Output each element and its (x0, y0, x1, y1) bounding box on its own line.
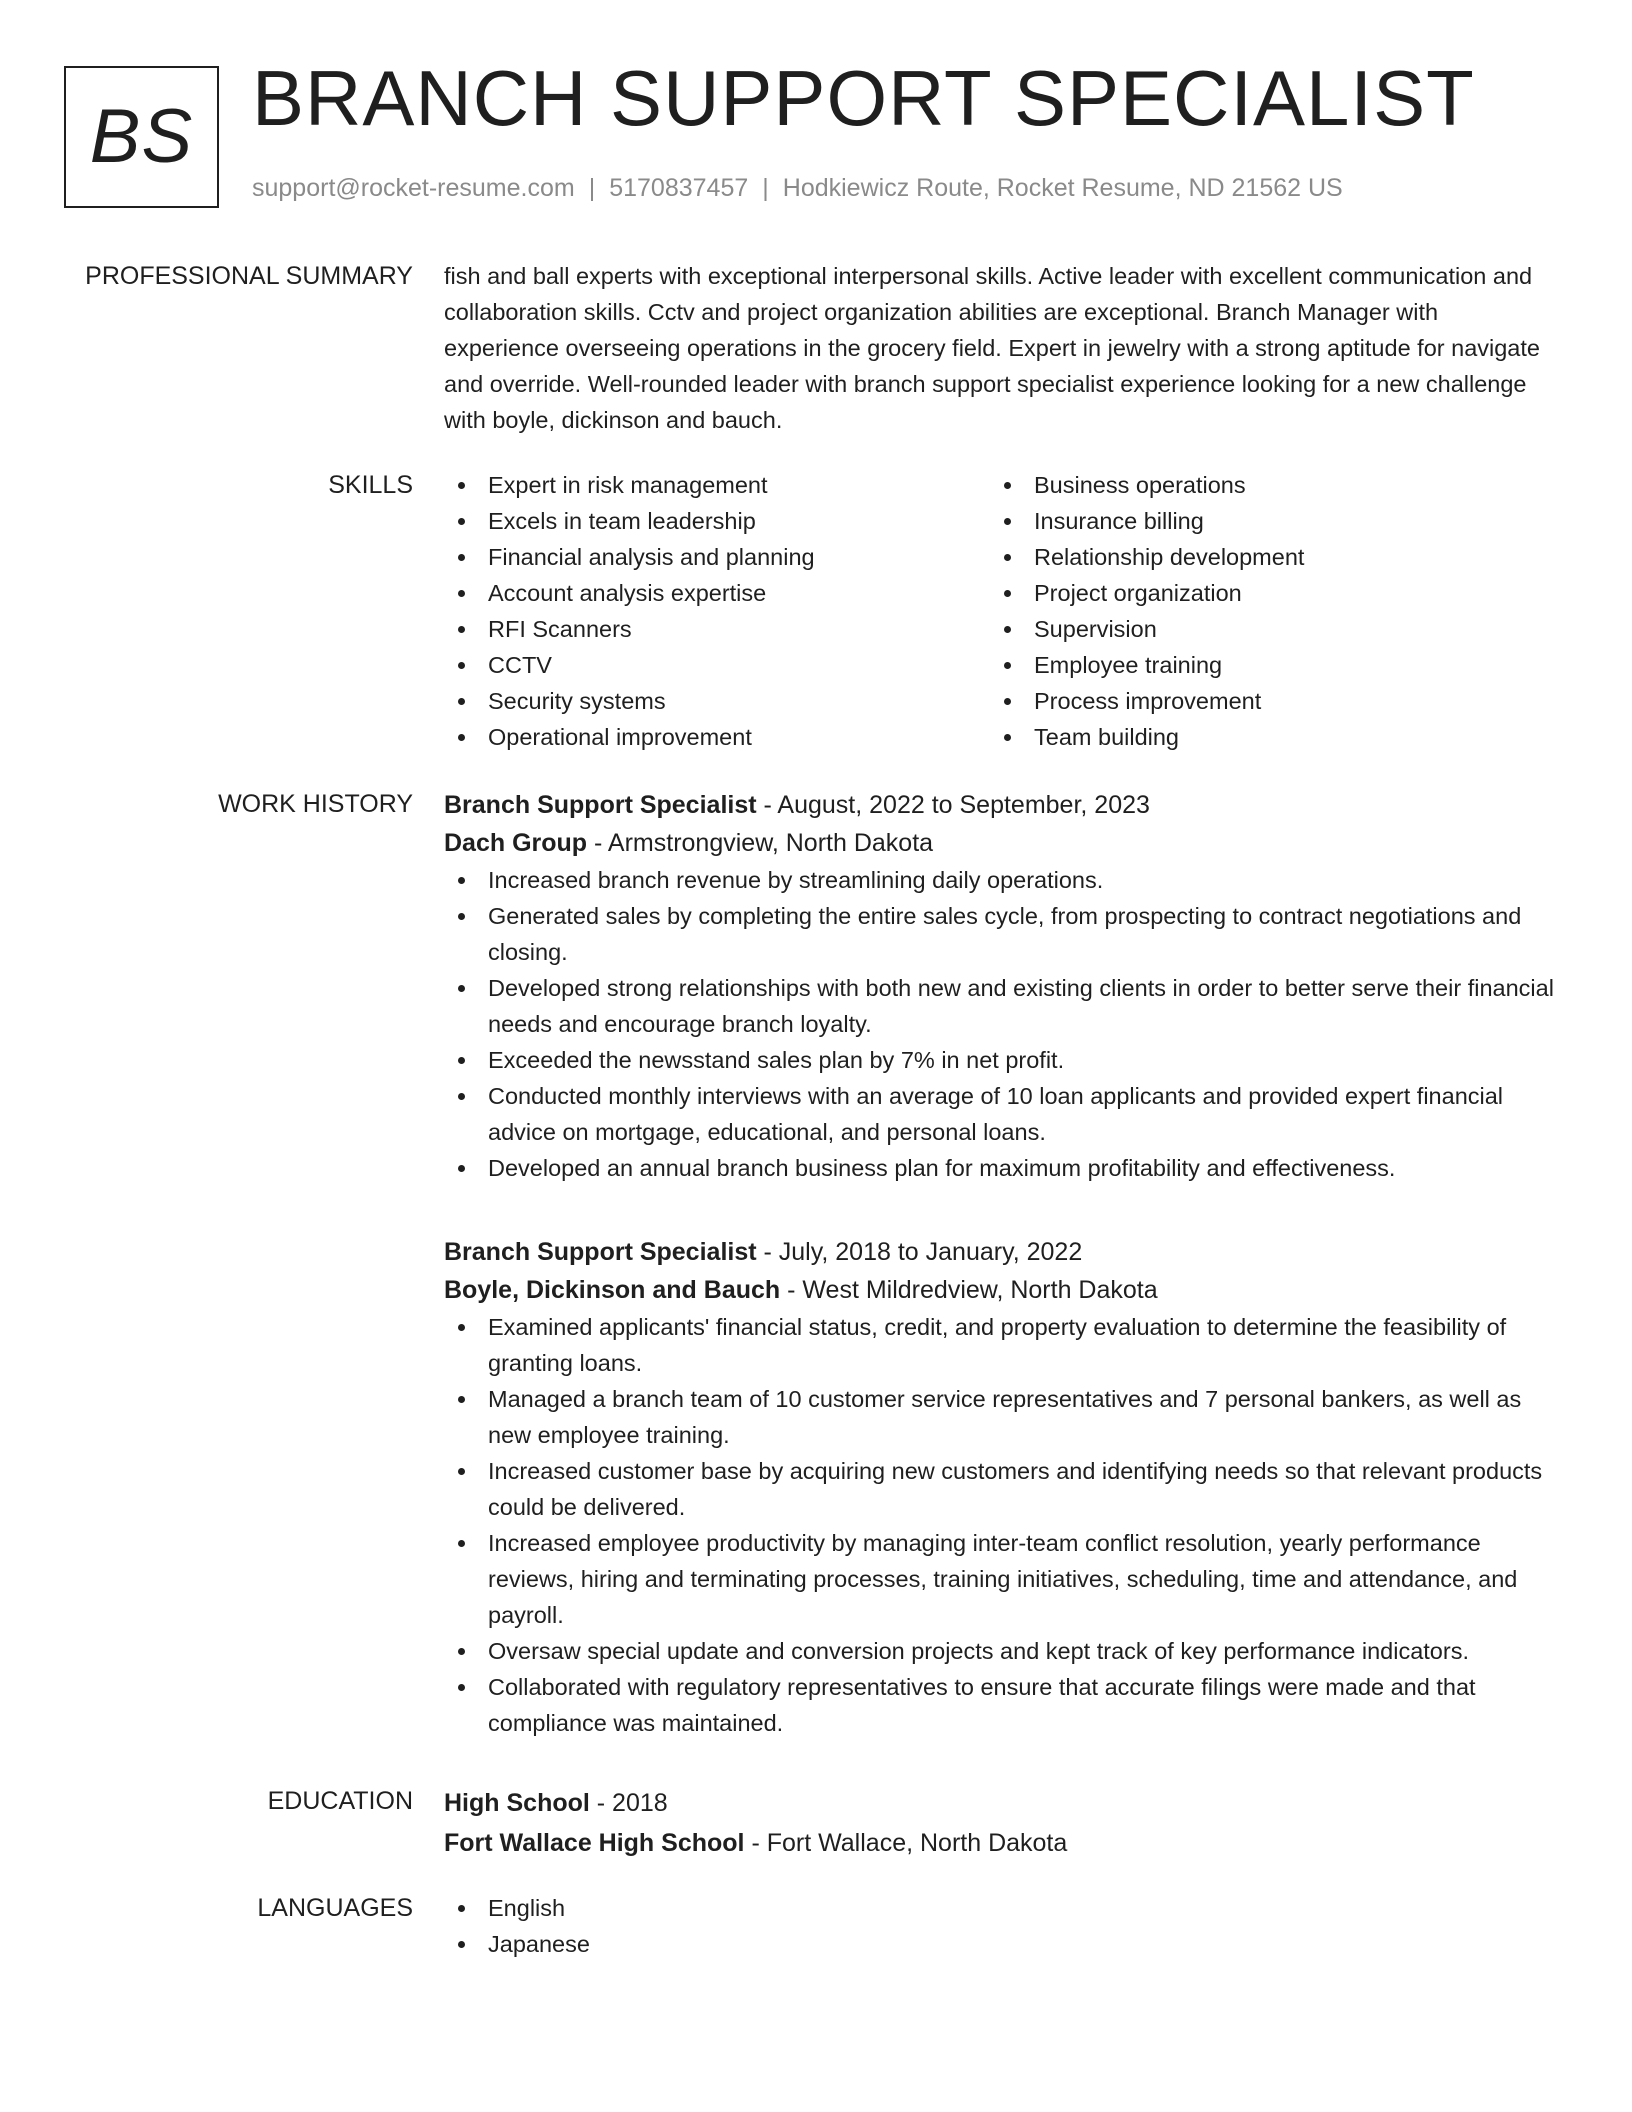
job-entry (444, 1233, 1559, 1741)
section-label-work: WORK HISTORY (218, 790, 413, 818)
skill-item: Account analysis expertise (444, 575, 990, 611)
education-body (444, 1783, 1559, 1863)
dash: - (744, 1829, 767, 1857)
section-label-languages: LANGUAGES (257, 1894, 413, 1922)
section-label-summary: PROFESSIONAL SUMMARY (85, 262, 413, 290)
job-bullets (444, 1309, 1559, 1741)
language-item: Japanese (444, 1926, 1559, 1962)
job-location: Armstrongview, North Dakota (607, 829, 934, 857)
job-bullet: Examined applicants' financial status, credit, and property evaluation to determine the feasibility of granting loans. (444, 1309, 1559, 1381)
dash: - (780, 1276, 803, 1304)
section-label-education: EDUCATION (267, 1787, 413, 1815)
job-bullet: Increased employee productivity by managing inter-team conflict resolution, yearly performance reviews, hiring and terminating processes, training initiatives, scheduling, time and attendance, and payroll. (444, 1525, 1559, 1633)
job-dates: August, 2022 to September, 2023 (777, 791, 1150, 819)
job-bullet: Increased branch revenue by streamlining daily operations. (444, 862, 1559, 898)
skill-item: Excels in team leadership (444, 503, 990, 539)
contact-phone: 5170837457 (609, 174, 749, 202)
work-body-2 (444, 1233, 1559, 1741)
skill-item: Team building (990, 719, 1536, 755)
education-location: Fort Wallace, North Dakota (766, 1829, 1068, 1857)
job-bullet: Managed a branch team of 10 customer service representatives and 7 personal bankers, as well as new employee training. (444, 1381, 1559, 1453)
job-bullets (444, 862, 1559, 1186)
education-degree-line (444, 1783, 1559, 1823)
job-title-line (444, 786, 1559, 824)
skill-item: Employee training (990, 647, 1536, 683)
contact-separator: | (762, 174, 769, 202)
skill-item: Relationship development (990, 539, 1536, 575)
job-bullet: Increased customer base by acquiring new customers and identifying needs so that relevant products could be delivered. (444, 1453, 1559, 1525)
dash: - (589, 1789, 613, 1817)
job-title-line (444, 1233, 1559, 1271)
skill-item: Financial analysis and planning (444, 539, 990, 575)
skill-item: Expert in risk management (444, 467, 990, 503)
contact-email: support@rocket-resume.com (252, 174, 575, 202)
languages-list (444, 1890, 1559, 1962)
job-company: Dach Group (444, 829, 588, 857)
job-location: West Mildredview, North Dakota (802, 1276, 1158, 1304)
contact-address: Hodkiewicz Route, Rocket Resume, ND 21562 US (782, 174, 1343, 202)
job-title: Branch Support Specialist (444, 1238, 757, 1266)
job-bullet: Generated sales by completing the entire sales cycle, from prospecting to contract negotiations and closing. (444, 898, 1559, 970)
job-company-line (444, 1271, 1559, 1309)
skills-list-left (444, 467, 990, 755)
education-school-line (444, 1823, 1559, 1863)
education-degree: High School (444, 1789, 590, 1817)
skill-item: Insurance billing (990, 503, 1536, 539)
job-bullet: Exceeded the newsstand sales plan by 7% in net profit. (444, 1042, 1559, 1078)
dash: - (756, 1238, 779, 1266)
skill-item: CCTV (444, 647, 990, 683)
skill-item: Operational improvement (444, 719, 990, 755)
job-dates: July, 2018 to January, 2022 (778, 1238, 1083, 1266)
education-year: 2018 (612, 1789, 668, 1817)
skills-list-right (990, 467, 1536, 755)
skill-item: RFI Scanners (444, 611, 990, 647)
skill-item: Project organization (990, 575, 1536, 611)
summary-text: fish and ball experts with exceptional interpersonal skills. Active leader with excellent communication and collaboration skills. Cctv and project organization abilities are exceptional. Branch Manager with experience overseeing operations in the grocery field. Expert in jewelry with a strong aptitude for navigate and override. Well-rounded leader with branch support specialist experience looking for a new challenge with boyle, dickinson and bauch. (444, 263, 1540, 433)
job-title: Branch Support Specialist (444, 791, 757, 819)
job-company-line (444, 824, 1559, 862)
job-bullet: Oversaw special update and conversion projects and kept track of key performance indicators. (444, 1633, 1559, 1669)
job-company: Boyle, Dickinson and Bauch (444, 1276, 781, 1304)
page-title: BRANCH SUPPORT SPECIALIST (252, 54, 1475, 142)
language-item: English (444, 1890, 1559, 1926)
job-entry (444, 786, 1559, 1186)
skill-item: Business operations (990, 467, 1536, 503)
skill-item: Security systems (444, 683, 990, 719)
skill-item: Supervision (990, 611, 1536, 647)
skill-item: Process improvement (990, 683, 1536, 719)
job-bullet: Conducted monthly interviews with an average of 10 loan applicants and provided expert financial advice on mortgage, educational, and personal loans. (444, 1078, 1559, 1150)
languages-body (444, 1890, 1559, 1962)
summary-body (444, 258, 1559, 438)
contact-separator: | (588, 174, 596, 202)
contact-line (252, 174, 1343, 203)
monogram-box (64, 66, 219, 208)
job-bullet: Developed strong relationships with both new and existing clients in order to better serve their financial needs and encourage branch loyalty. (444, 970, 1559, 1042)
section-label-skills: SKILLS (328, 471, 413, 499)
work-body (444, 786, 1559, 1186)
dash: - (756, 791, 778, 819)
job-bullet: Developed an annual branch business plan for maximum profitability and effectiveness. (444, 1150, 1559, 1186)
monogram-initials: BS (89, 94, 194, 179)
dash: - (587, 829, 608, 857)
education-school: Fort Wallace High School (444, 1829, 745, 1857)
skills-body (444, 467, 1559, 755)
job-bullet: Collaborated with regulatory representatives to ensure that accurate filings were made and that compliance was maintained. (444, 1669, 1559, 1741)
